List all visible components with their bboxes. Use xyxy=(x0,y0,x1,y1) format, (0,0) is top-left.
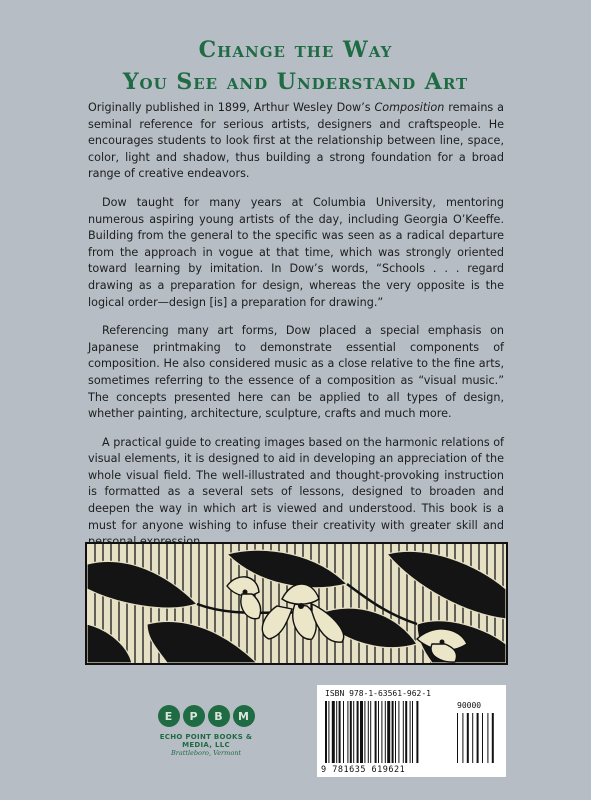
price-code: 90000 xyxy=(457,701,482,710)
paragraph-1 xyxy=(88,100,504,183)
barcode-digits: 9 781635 619621 xyxy=(321,765,406,775)
description xyxy=(88,100,504,563)
publisher-logo xyxy=(150,705,262,777)
paragraph-4: A practical guide to creating images based on the harmonic relations of visual elements, it is designed to aid in developing an appreciation of the whole visual field. The well-illustrated and thought-provoking instruction is formatted as a several sets of lessons, designed to broaden and deepen the way in which art is viewed and understood. This book is a must for anyone wishing to infuse their creativity with greater skill and xyxy=(88,435,504,532)
logo-letter-b: B xyxy=(208,705,230,727)
logo-letter-m: M xyxy=(233,705,255,727)
paragraph-1-start: Originally published in 1899, Arthur Wesley Dow’s xyxy=(88,101,375,114)
book-title-italic: Composition xyxy=(374,101,445,114)
headline xyxy=(0,34,591,98)
publisher-name: ECHO POINT BOOKS & MEDIA, LLC xyxy=(159,733,253,749)
magnolia-woodcut-image xyxy=(85,542,508,665)
headline-line-1: Change the Way xyxy=(198,37,393,63)
paragraph-2: Dow taught for many years at Columbia University, mentoring numerous aspiring young artists of the day, including Georgia O’Keeffe. Building from the general to the specific was seen as a radical departure from the approach in vogue at that time, which was strongly oriented toward learning by imitation. In Dow’s words, “Schools . . . regard drawing as a preparation for design, whereas the very opposite is the logical order—design [is] a preparation for drawing.” xyxy=(88,195,504,309)
isbn-number: ISBN 978-1-63561-962-1 xyxy=(325,689,431,698)
headline-line-2: You See and Understand Art xyxy=(122,69,469,95)
magnolia-illustration xyxy=(87,544,506,663)
logo-letter-e: E xyxy=(158,705,180,727)
paragraph-3: Referencing many art forms, Dow placed a special emphasis on Japanese printmaking to demonstrate essential components of composition. He also considered music as a close relative to the fine arts, sometimes referring to the essence of a composition as “visual music.” The concepts presented here can be applied to all types of design, whether painting, architecture, sculpture, crafts and much more. xyxy=(88,324,504,421)
paragraph-1-end: remains a seminal reference for serious artists, designers and craftspeople. He encourages students to look first at the relationship between line, space, color, light and shadow, thus building a strong foundation for a broad range of creative endeavors. xyxy=(88,101,504,181)
publisher-logo-circles xyxy=(150,705,262,727)
publisher-place: Brattleboro, Vermont xyxy=(170,749,242,757)
isbn-barcode xyxy=(317,685,506,777)
logo-letter-p: P xyxy=(183,705,205,727)
barcode-bars xyxy=(317,685,506,777)
